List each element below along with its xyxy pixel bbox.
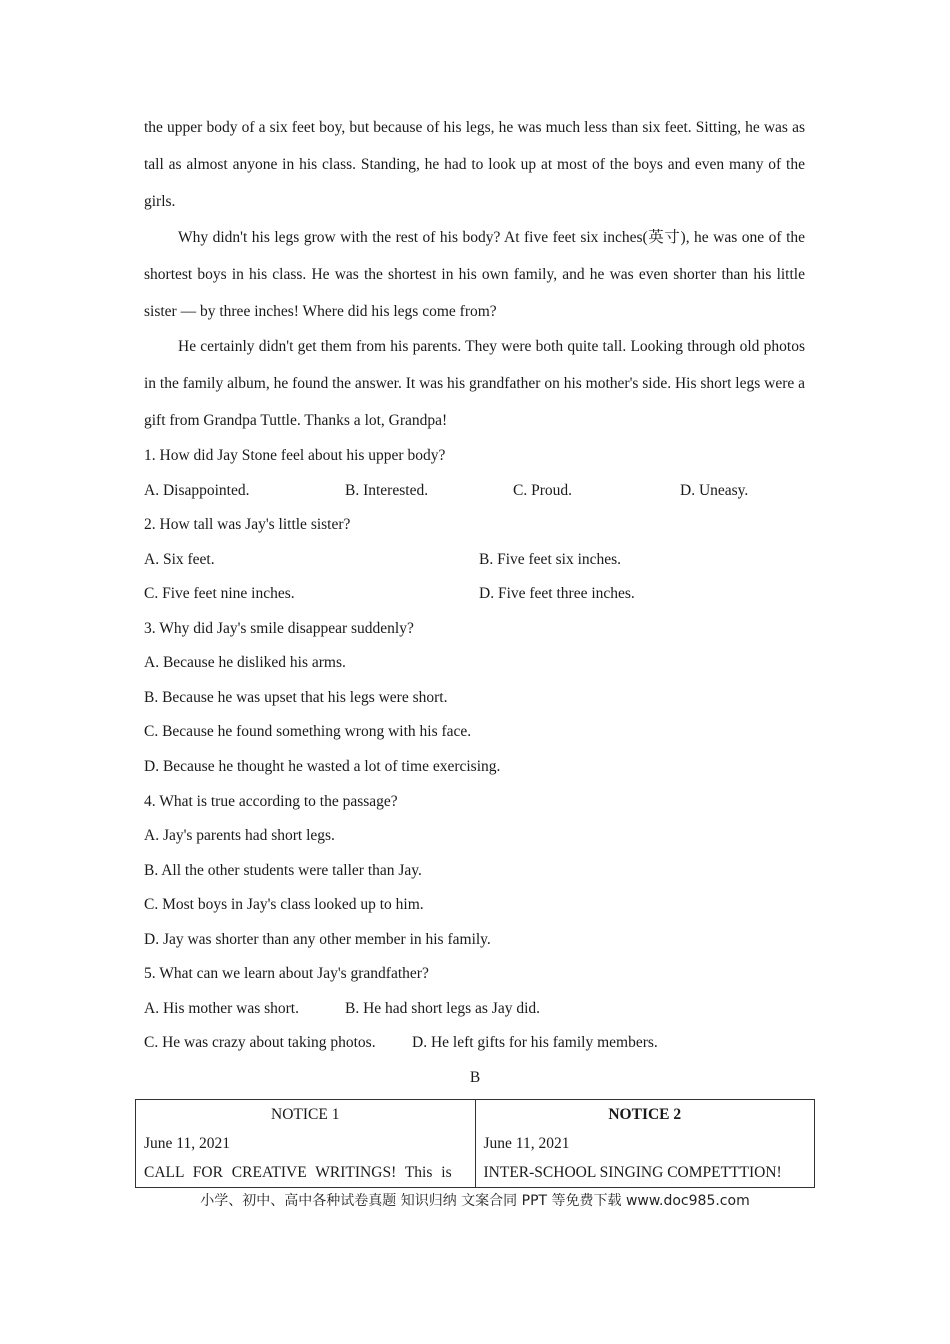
paragraph-3: He certainly didn't get them from his parents. They were both quite tall. Looking through old photos in the family album, he found the answer. It was his grandfather on his mother's side. His short legs were a gift from Grandpa Tuttle. Thanks a lot, Grandpa! bbox=[144, 338, 805, 429]
q2-option-b: B. Five feet six inches. bbox=[479, 551, 622, 568]
notice-2-cell bbox=[475, 1100, 815, 1188]
q4-option-c: C. Most boys in Jay's class looked up to him. bbox=[144, 896, 424, 913]
q4-option-a: A. Jay's parents had short legs. bbox=[144, 827, 335, 844]
q3-option-c: C. Because he found something wrong with his face. bbox=[144, 723, 472, 740]
q1-option-b: B. Interested. bbox=[345, 482, 429, 499]
paragraph-2: Why didn't his legs grow with the rest of his body? At five feet six inches(英寸), he was one of the shortest boys in his class. He was the shortest in his own family, and he was even shorter than his little sister — by three inches! Where did his legs come from? bbox=[144, 229, 805, 320]
notice-1-text: CALL FOR CREATIVE WRITINGS! This is bbox=[144, 1164, 452, 1181]
question-2: 2. How tall was Jay's little sister? bbox=[144, 516, 351, 533]
q2-option-c: C. Five feet nine inches. bbox=[144, 585, 295, 602]
paragraph-1: the upper body of a six feet boy, but because of his legs, he was much less than six feet. Sitting, he was as tall as almost anyone in his class. Standing, he had to look up at most of the boys and even many of the girls. bbox=[144, 119, 805, 210]
q2-option-a: A. Six feet. bbox=[144, 551, 215, 568]
q3-option-d: D. Because he thought he wasted a lot of time exercising. bbox=[144, 758, 501, 775]
notice-1-title: NOTICE 1 bbox=[271, 1106, 340, 1123]
q5-option-d: D. He left gifts for his family members. bbox=[412, 1034, 658, 1051]
question-1: 1. How did Jay Stone feel about his upper body? bbox=[144, 447, 446, 464]
page-footer: 小学、初中、高中各种试卷真题 知识归纳 文案合同 PPT 等免费下载 www.doc985.com bbox=[200, 1193, 750, 1209]
notice-1-cell bbox=[136, 1100, 476, 1188]
q1-option-c: C. Proud. bbox=[513, 482, 572, 499]
q5-option-a: A. His mother was short. bbox=[144, 1000, 299, 1017]
q5-option-c: C. He was crazy about taking photos. bbox=[144, 1034, 376, 1051]
q4-option-b: B. All the other students were taller than Jay. bbox=[144, 862, 422, 879]
notice-2-text: INTER-SCHOOL SINGING COMPETTTION! bbox=[483, 1164, 782, 1181]
notices-table bbox=[135, 1099, 815, 1188]
question-4: 4. What is true according to the passage? bbox=[144, 793, 398, 810]
notice-2-title: NOTICE 2 bbox=[608, 1106, 682, 1123]
q1-option-a: A. Disappointed. bbox=[144, 482, 250, 499]
q2-option-d: D. Five feet three inches. bbox=[479, 585, 635, 602]
q3-option-a: A. Because he disliked his arms. bbox=[144, 654, 346, 671]
notice-1-date: June 11, 2021 bbox=[144, 1135, 230, 1152]
question-3: 3. Why did Jay's smile disappear suddenly? bbox=[144, 620, 414, 637]
q3-option-b: B. Because he was upset that his legs were short. bbox=[144, 689, 448, 706]
q5-option-b: B. He had short legs as Jay did. bbox=[345, 1000, 541, 1017]
notice-2-date: June 11, 2021 bbox=[483, 1135, 570, 1152]
section-label: B bbox=[469, 1069, 481, 1086]
q4-option-d: D. Jay was shorter than any other member in his family. bbox=[144, 931, 491, 948]
question-5: 5. What can we learn about Jay's grandfather? bbox=[144, 965, 429, 982]
q1-option-d: D. Uneasy. bbox=[680, 482, 749, 499]
